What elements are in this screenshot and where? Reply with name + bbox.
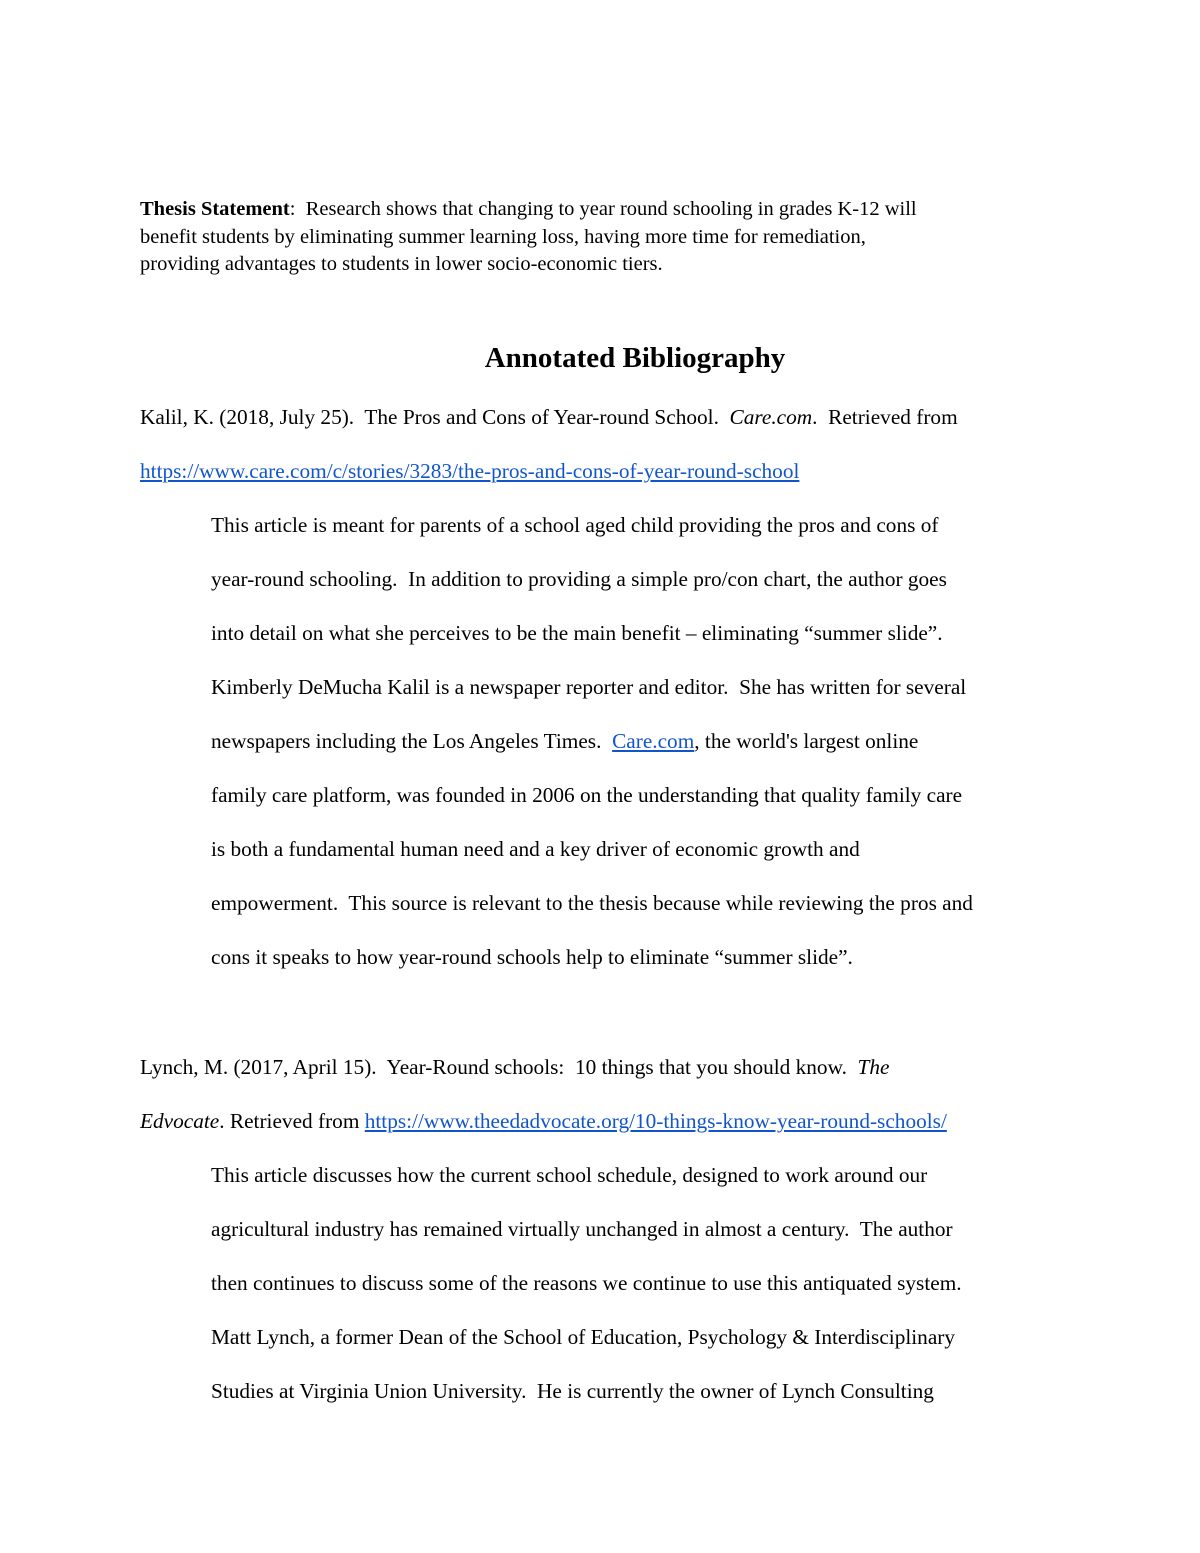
care-com-link[interactable]: Care.com [612,729,695,753]
thesis-label: Thesis Statement [140,198,290,220]
citation-retrieved: . Retrieved from [812,405,958,429]
annotation [140,498,1100,984]
annotation-line: Matt Lynch, a former Dean of the School of Education, Psychology & Interdisciplinary [211,1325,956,1349]
annotation-line: then continues to discuss some of the reasons we continue to use this antiquated system. [211,1271,962,1295]
citation-text: Lynch, M. (2017, April 15). Year-Round schools: 10 things that you should know. [140,1055,858,1079]
citation [140,1040,1100,1148]
annotation-line: into detail on what she perceives to be the main benefit – eliminating “summer slide”. [211,621,943,645]
thesis-line-2: benefit students by eliminating summer learning loss, having more time for remediation, [140,225,866,248]
thesis-statement [140,196,1060,279]
annotation [140,1148,1100,1418]
citation-line [140,1040,1100,1094]
bibliography-entry-kalil [140,390,1100,984]
citation-source: Edvocate [140,1109,220,1133]
annotation-line: agricultural industry has remained virtually unchanged in almost a century. The author [211,1217,953,1241]
bibliography-entry-lynch [140,1040,1100,1418]
citation-url-link[interactable]: https://www.care.com/c/stories/3283/the-pros-and-cons-of-year-round-school [140,459,800,483]
annotation-text: , the world's largest online [694,729,919,753]
citation-line [140,390,1100,444]
annotation-line: is both a fundamental human need and a key driver of economic growth and [211,837,860,861]
citation [140,390,1100,498]
annotation-line: cons it speaks to how year-round schools help to eliminate “summer slide”. [211,945,853,969]
citation-source: The [857,1055,890,1079]
thesis-text-1: Research shows that changing to year round schooling in grades K-12 will [305,198,917,220]
annotation-line: Kimberly DeMucha Kalil is a newspaper reporter and editor. She has written for several [211,675,967,699]
citation-url-line [140,1094,1100,1148]
annotation-line: year-round schooling. In addition to providing a simple pro/con chart, the author goes [211,567,947,591]
thesis-line-1 [140,196,1060,224]
annotation-text: newspapers including the Los Angeles Times. [211,729,613,753]
citation-url-line [140,444,1100,498]
annotation-line: empowerment. This source is relevant to the thesis because while reviewing the pros and [211,891,973,915]
annotation-line: Studies at Virginia Union University. He is currently the owner of Lynch Consulting [211,1379,934,1403]
page-title: Annotated Bibliography [484,342,786,374]
annotation-line: family care platform, was founded in 2006 on the understanding that quality family care [211,783,963,807]
citation-retrieved: . Retrieved from [219,1109,365,1133]
thesis-line-3: providing advantages to students in lower socio-economic tiers. [140,253,663,275]
citation-url-link[interactable]: https://www.theedadvocate.org/10-things-know-year-round-schools/ [364,1109,947,1133]
annotation-line: This article is meant for parents of a school aged child providing the pros and cons of [211,513,939,537]
citation-text: Kalil, K. (2018, July 25). The Pros and Cons of Year-round School. [140,405,730,429]
citation-source: Care.com [729,405,813,429]
thesis-separator: : [289,198,306,220]
annotation-line [211,714,1100,768]
annotation-line: This article discusses how the current school schedule, designed to work around our [211,1163,928,1187]
